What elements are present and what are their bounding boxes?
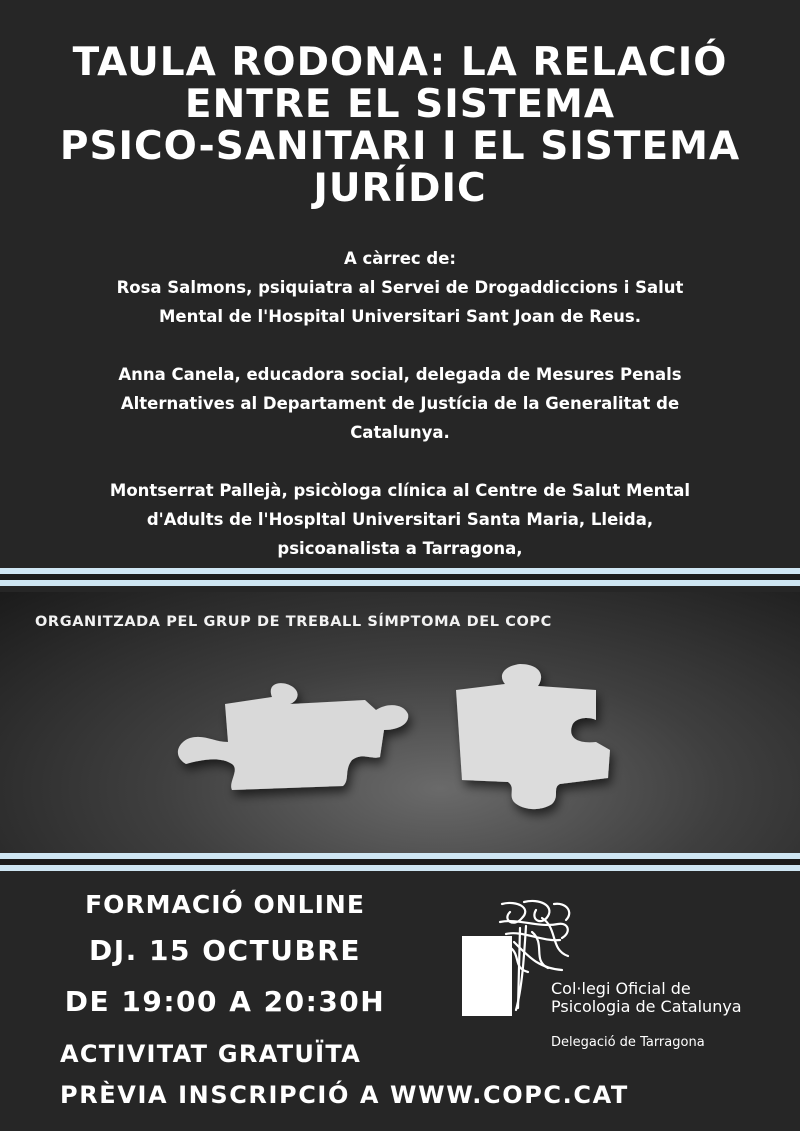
speaker-2-line: Alternatives al Departament de Justícia de la Generalitat de: [120, 394, 680, 413]
logo-name: [551, 980, 742, 1016]
right-puzzle-piece: [456, 664, 610, 809]
event-time: DE 19:00 A 20:30H: [64, 985, 386, 1018]
title-line: ENTRE EL SISTEMA: [184, 82, 616, 127]
event-price: ACTIVITAT GRATUÏTA: [60, 1040, 362, 1068]
logo-name-line: Psicologia de Catalunya: [551, 997, 742, 1016]
registration-link[interactable]: PRÈVIA INSCRIPCIÓ A WWW.COPC.CAT: [60, 1081, 629, 1109]
top-divider: [0, 568, 800, 586]
speaker-3-line: psicoanalista a Tarragona,: [277, 539, 523, 558]
event-details: [60, 885, 390, 1027]
left-puzzle-piece: [178, 683, 408, 790]
logo-branch: Delegació de Tarragona: [551, 1035, 705, 1050]
event-date: DJ. 15 OCTUBRE: [89, 934, 361, 967]
speaker-1-line: Rosa Salmons, psiquiatra al Servei de Drogaddiccions i Salut: [116, 278, 684, 297]
speaker-1-line: Mental de l'Hospital Universitari Sant Joan de Reus.: [159, 307, 641, 326]
organizer-label: ORGANITZADA PEL GRUP DE TREBALL SÍMPTOMA DEL COPC: [35, 614, 552, 630]
title-line: TAULA RODONA: LA RELACIÓ: [72, 40, 728, 85]
title-line: JURÍDIC: [313, 166, 487, 211]
speaker-3-line: d'Adults de l'HospItal Universitari Santa Maria, Lleida,: [146, 510, 654, 529]
speakers-intro: A càrrec de:: [343, 249, 457, 268]
puzzle-photo: [0, 592, 800, 854]
poster-title: [40, 42, 760, 210]
bottom-divider: [0, 853, 800, 871]
puzzle-pieces-image: [0, 592, 800, 854]
speaker-2-line: Anna Canela, educadora social, delegada de Mesures Penals: [118, 365, 682, 384]
speaker-3-line: Montserrat Pallejà, psicòloga clínica al Centre de Salut Mental: [109, 481, 691, 500]
speaker-2-line: Catalunya.: [350, 423, 450, 442]
speakers-block: [30, 244, 770, 563]
title-line: PSICO-SANITARI I EL SISTEMA: [59, 124, 741, 169]
logo-name-line: Col·legi Oficial de: [551, 979, 691, 998]
event-format: FORMACIÓ ONLINE: [85, 890, 365, 919]
